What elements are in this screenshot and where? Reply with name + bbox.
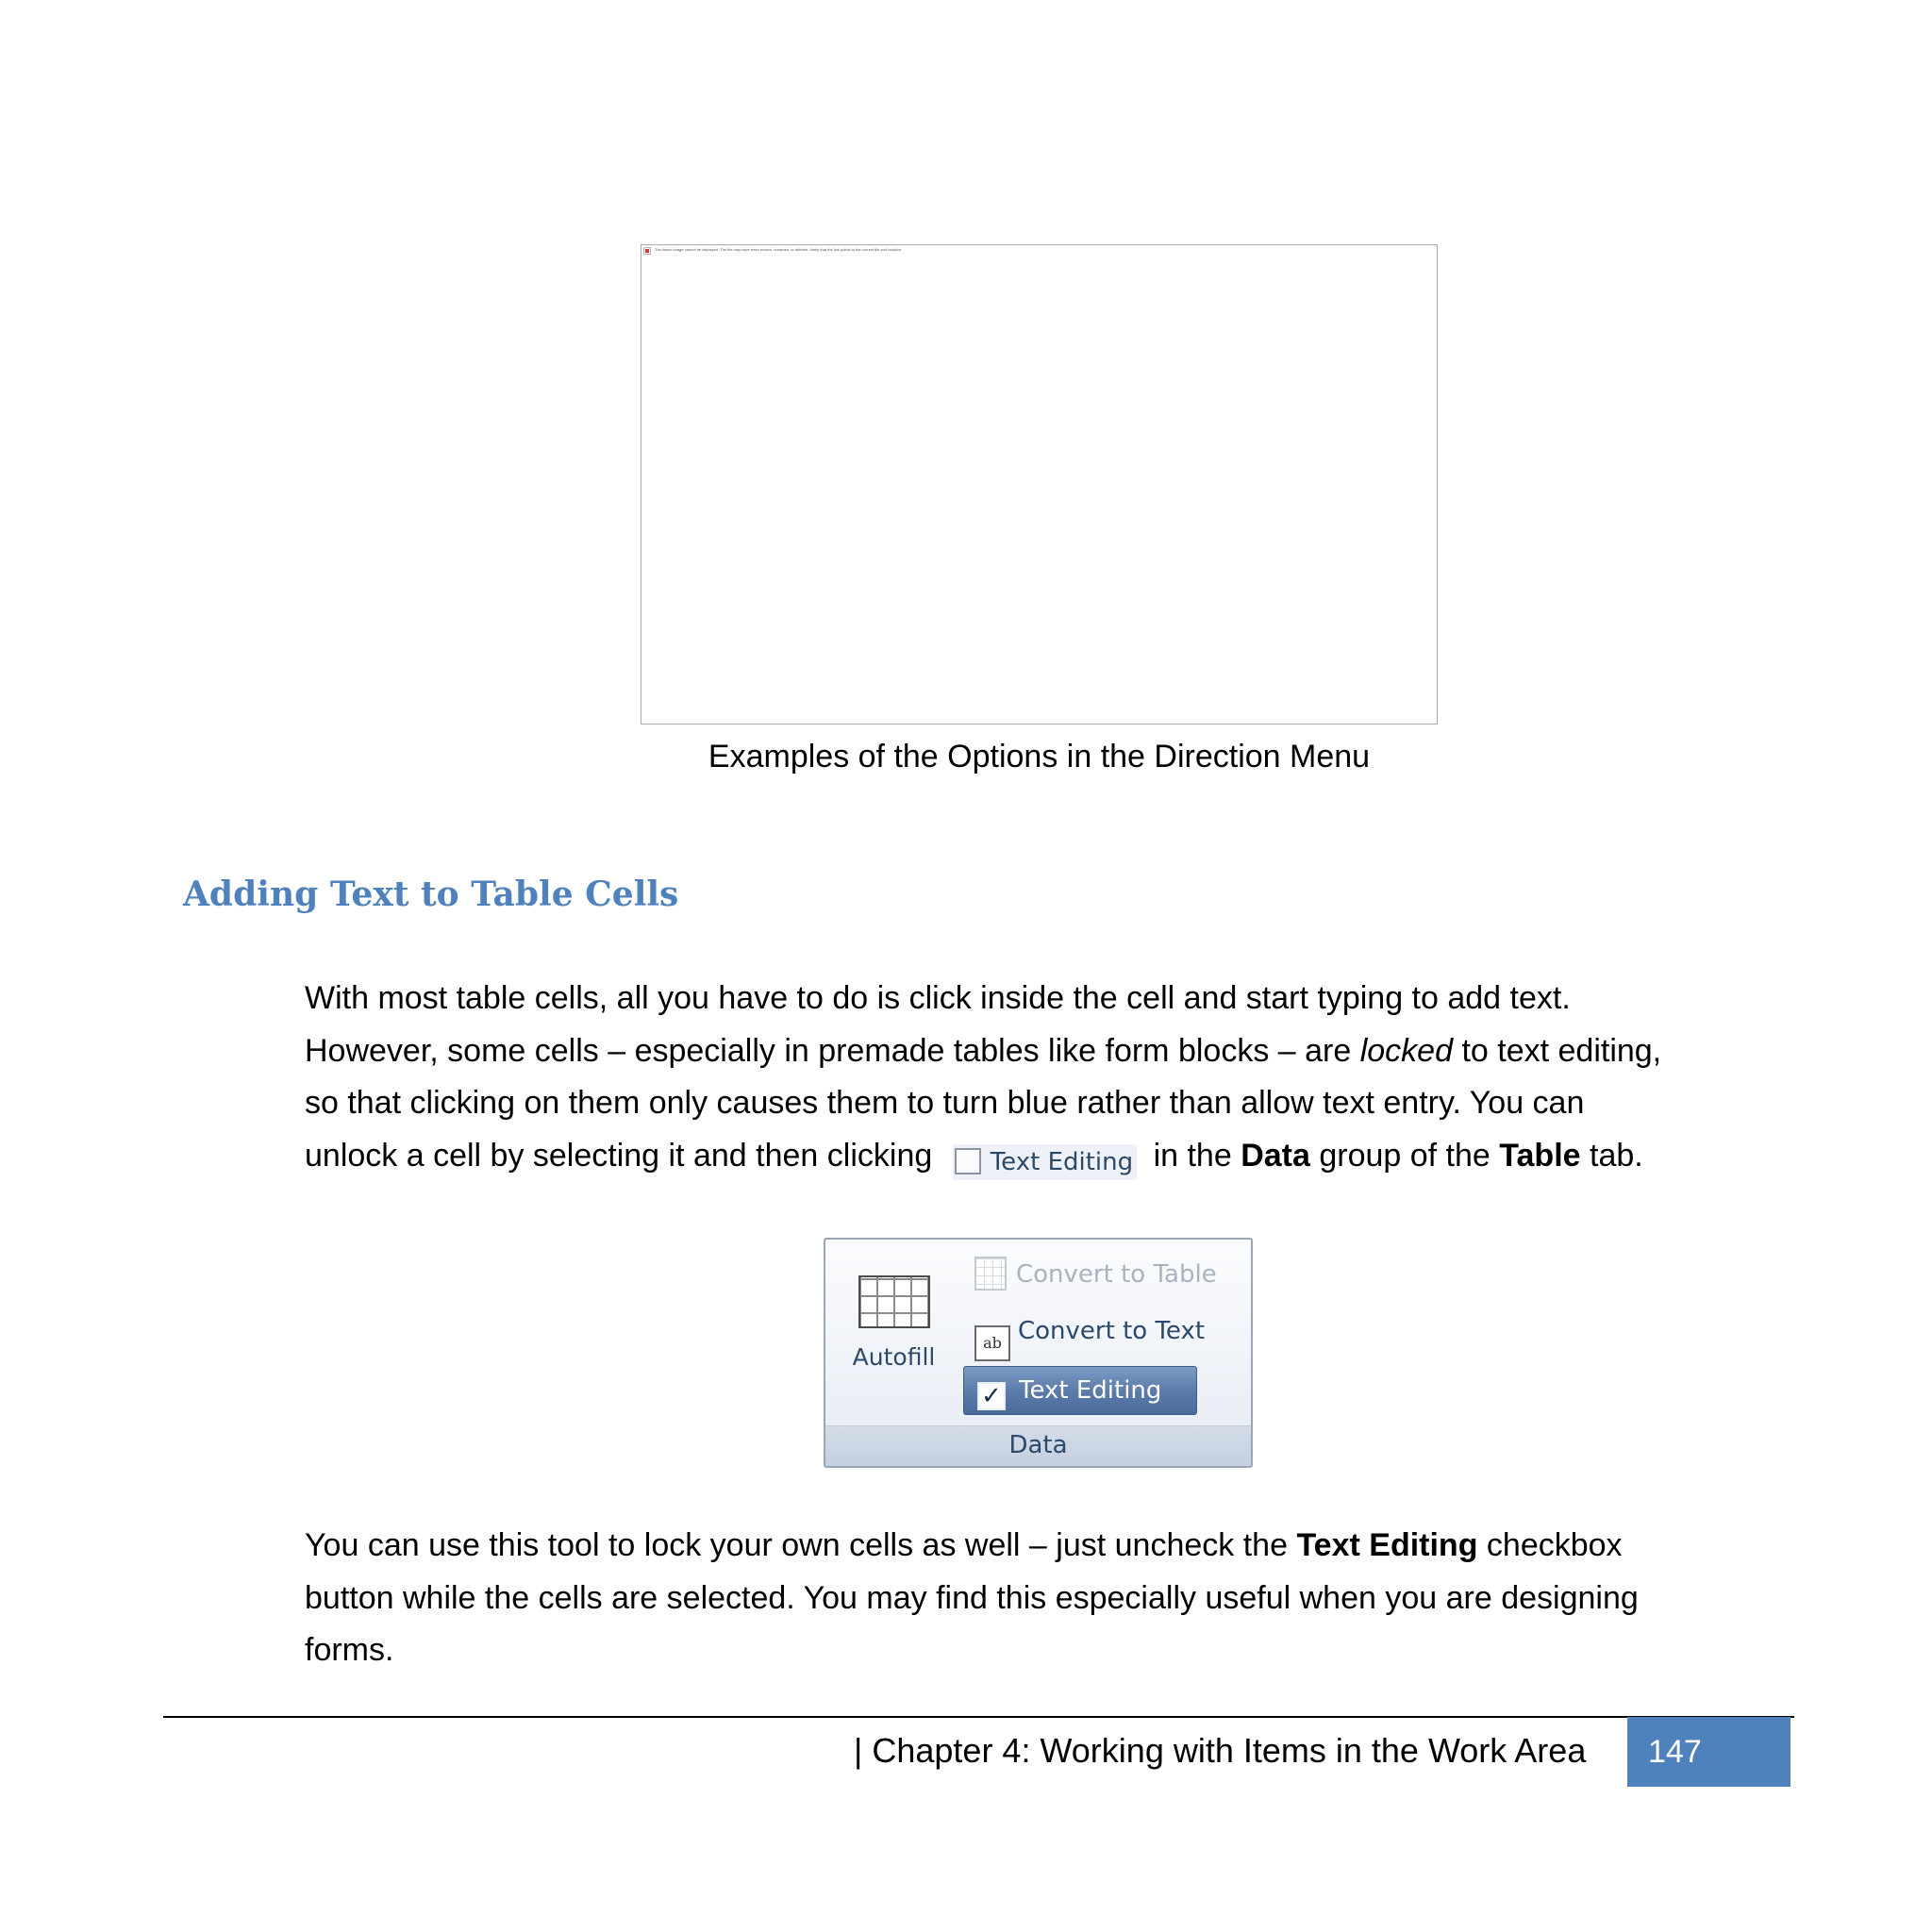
- text-run: However, some cells – especially in premade tables like form blocks – are: [305, 1032, 1360, 1069]
- bold-text: Data: [1241, 1137, 1310, 1174]
- bold-text: Text Editing: [1296, 1527, 1478, 1563]
- paragraph-1: [305, 973, 1776, 1182]
- text-editing-label: Text Editing: [1019, 1376, 1162, 1405]
- paragraph-2: [305, 1520, 1776, 1677]
- footer-divider: [163, 1716, 1794, 1718]
- autofill-button[interactable]: [844, 1268, 943, 1391]
- text-run: in the: [1144, 1137, 1241, 1174]
- page-number: 147: [1627, 1717, 1790, 1787]
- figure-caption: Examples of the Options in the Direction Menu: [708, 739, 1371, 774]
- footer-chapter-title: | Chapter 4: Working with Items in the Work Area: [854, 1731, 1587, 1770]
- section-heading: Adding Text to Table Cells: [183, 874, 679, 914]
- paragraph-line: so that clicking on them only causes them to turn blue rather than allow text entry. You can: [305, 1085, 1585, 1121]
- checkbox-icon: [955, 1148, 981, 1174]
- bold-text: Table: [1499, 1137, 1581, 1174]
- text-ab-icon: ab: [974, 1325, 1010, 1361]
- text-run: checkbox: [1477, 1527, 1623, 1563]
- broken-image-message: The linked image cannot be displayed. The file may have been moved, renamed, or deleted. Verify that the link points to the correct file and location.: [655, 247, 903, 252]
- paragraph-line: button while the cells are selected. You may find this especially useful when you are designing: [305, 1579, 1639, 1616]
- broken-image-placeholder: [641, 244, 1438, 724]
- inline-button-label: Text Editing: [990, 1147, 1134, 1176]
- group-label: Data: [825, 1425, 1251, 1466]
- paragraph-line: [305, 1130, 1776, 1183]
- text-run: unlock a cell by selecting it and then clicking: [305, 1137, 941, 1174]
- text-run: to text editing,: [1453, 1032, 1662, 1069]
- emphasis-text: locked: [1359, 1032, 1453, 1069]
- convert-to-table-button[interactable]: [974, 1255, 1217, 1294]
- convert-to-text-button[interactable]: [974, 1311, 1205, 1351]
- paragraph-line: [305, 1520, 1776, 1573]
- table-icon: [974, 1257, 1007, 1291]
- autofill-label: Autofill: [852, 1343, 936, 1371]
- convert-to-text-label: Convert to Text: [1018, 1317, 1206, 1345]
- text-run: You can use this tool to lock your own cells as well – just uncheck the: [305, 1527, 1297, 1563]
- inline-text-editing-button: [953, 1144, 1137, 1180]
- paragraph-line: With most table cells, all you have to do is click inside the cell and start typing to add text.: [305, 980, 1571, 1016]
- convert-to-table-label: Convert to Table: [1016, 1260, 1217, 1289]
- text-run: group of the: [1309, 1137, 1500, 1174]
- ribbon-data-group: [824, 1238, 1253, 1468]
- grid-icon: [858, 1275, 930, 1328]
- paragraph-line: forms.: [305, 1632, 394, 1668]
- checked-checkbox-icon: ✓: [977, 1382, 1006, 1410]
- text-run: tab.: [1580, 1137, 1643, 1174]
- text-editing-toggle[interactable]: [963, 1366, 1197, 1415]
- broken-image-icon: [643, 247, 651, 255]
- paragraph-line: [305, 1025, 1776, 1078]
